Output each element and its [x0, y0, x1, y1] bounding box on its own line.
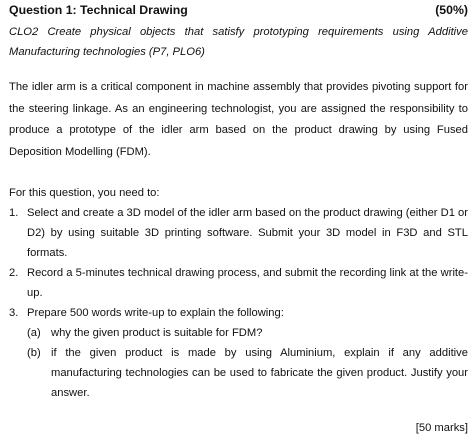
task-number: 3. [9, 307, 19, 319]
subtask-text: if the given product is made by using Aluminium, explain if any additive manufacturing technologies can be used to fabricate the given product. Justify your answer. [51, 347, 468, 399]
subtask-item-a [27, 323, 468, 343]
task-text: Select and create a 3D model of the idler arm based on the product drawing (either D1 or D2) by using suitable 3D printing software. Submit your 3D model in F3D and STL formats. [27, 207, 468, 259]
question-weight: (50%) [435, 3, 468, 17]
subtask-list [27, 323, 468, 403]
task-text: Prepare 500 words write-up to explain the following: [27, 307, 284, 319]
question-header [9, 3, 468, 20]
subtask-text: why the given product is suitable for FDM? [51, 327, 263, 339]
task-item-2 [9, 263, 468, 303]
question-title: Question 1: Technical Drawing [9, 3, 188, 17]
total-marks: [50 marks] [415, 422, 468, 434]
subtask-item-b [27, 343, 468, 403]
scenario-paragraph: The idler arm is a critical component in machine assembly that provides pivoting support for the steering linkage. As an engineering technologist, you are assigned the responsibility to produce a prototype of the idler arm based on the product drawing by using Fused Deposition Modelling (FDM). [9, 81, 468, 158]
task-item-3 [9, 303, 468, 403]
task-number: 2. [9, 267, 19, 279]
question-document [9, 3, 468, 438]
task-list [9, 203, 468, 403]
task-number: 1. [9, 207, 19, 219]
task-intro: For this question, you need to: [9, 187, 160, 199]
subtask-label: (b) [27, 347, 41, 359]
task-item-1 [9, 203, 468, 263]
task-body [27, 303, 468, 403]
learning-outcome: CLO2 Create physical objects that satisfy prototyping requirements using Additive Manufacturing technologies (P7, PLO6) [9, 26, 468, 58]
task-text: Record a 5-minutes technical drawing process, and submit the recording link at the write-up. [27, 267, 468, 299]
subtask-label: (a) [27, 327, 41, 339]
